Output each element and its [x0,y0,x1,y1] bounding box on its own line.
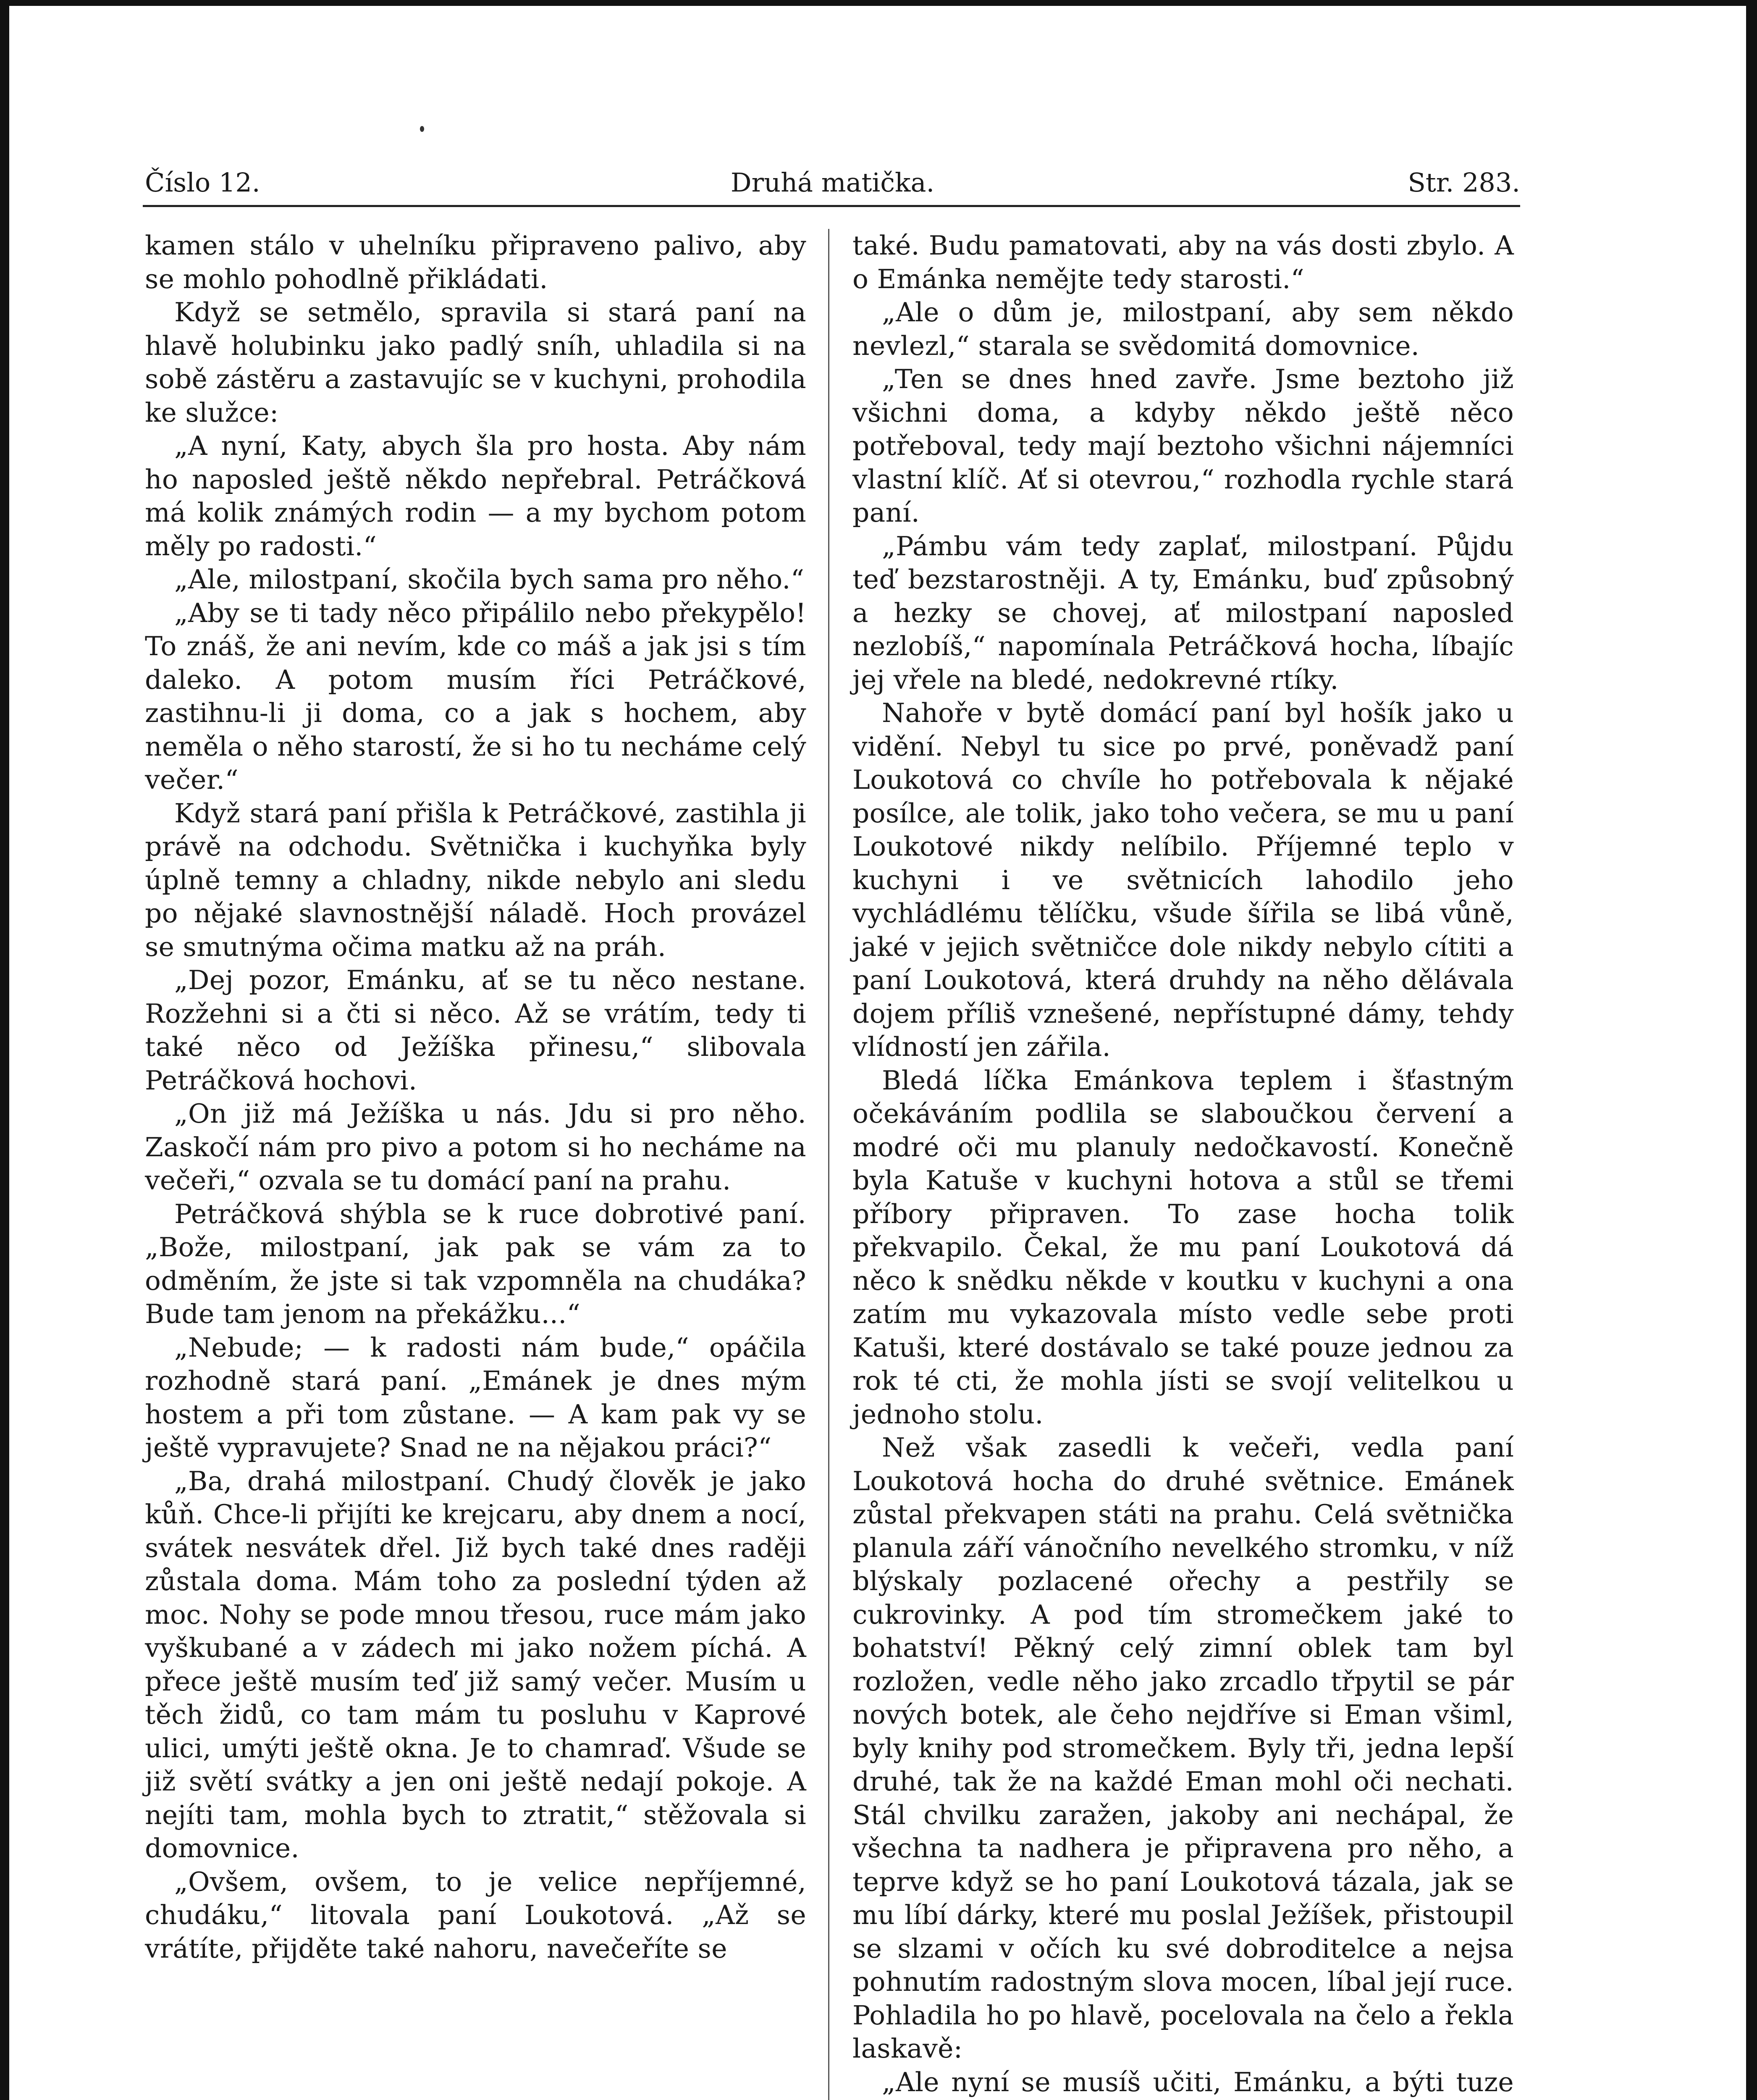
left-column [145,229,806,2100]
paragraph: „On již má Ježíška u nás. Jdu si pro něho. Zaskočí nám pro pivo a potom si ho necháme na večeři,“ ozvala se tu domácí paní na prahu. [145,1098,806,1196]
scan-speck [420,126,424,132]
paragraph: Když stará paní přišla k Petráčkové, zastihla ji právě na odchodu. Světnička i kuchyňka byly úplně temny a chladny, nikde nebylo ani sledu po nějaké slavnostnější náladě. Hoch provázel se smutnýma očima matku až na práh. [145,798,806,962]
running-head [145,166,1520,200]
paragraph: Petráčková shýbla se k ruce dobrotivé paní. „Bože, milostpaní, jak pak se vám za to odměním, že jste si tak vzpomněla na chudáka? Bude tam jenom na překážku...“ [145,1198,806,1329]
paragraph: „Pámbu vám tedy zaplať, milostpaní. Půjdu teď bezstarostněji. A ty, Emánku, buď způsobný a hezky se chovej, ať milostpaní naposled nezlobíš,“ napomínala Petráčková hocha, líbajíc jej vřele na bledé, nedokrevné rtíky. [852,530,1514,695]
paragraph: Bledá líčka Emánkova teplem i šťastným očekáváním podlila se slaboučkou červení a modré oči mu planuly nedočkavostí. Konečně byla Katuše v kuchyni hotova a stůl se třemi příbory připraven. To zase hocha tolik překvapilo. Čekal, že mu paní Loukotová dá něco k snědku někde v koutku v kuchyni a ona zatím mu vykazovala místo vedle sebe proti Katuši, které dostávalo se také pouze jednou za rok té cti, že mohla jísti se svojí velitelkou u jednoho stolu. [852,1065,1514,1430]
paragraph: „Ten se dnes hned zavře. Jsme beztoho již všichni doma, a kdyby někdo ještě něco potřeboval, tedy mají beztoho všichni nájemníci vlastní klíč. Ať si otevrou,“ rozhodla rychle stará paní. [852,364,1514,528]
column-divider [828,229,829,2100]
scan-edge-right [1746,0,1757,2100]
paragraph: „Ba, drahá milostpaní. Chudý člověk je jako kůň. Chce-li přijíti ke krejcaru, aby dnem a nocí, svátek nesvátek dřel. Již bych také dnes raději zůstala doma. Mám toho za poslední týden až moc. Nohy se pode mnou třesou, ruce mám jako vyškubané a v zádech mi jako nožem píchá. A přece ještě musím teď již samý večer. Musím u těch židů, co tam mám tu posluhu v Kaprové ulici, umýti ještě okna. Je to chamraď. Všude se již světí svátky a jen oni ještě nedají pokoje. A nejíti tam, mohla bych to ztratit,“ stěžovala si domovnice. [145,1465,806,1864]
paragraph: „Ale nyní se musíš učiti, Emánku, a býti tuze [882,2066,1514,2097]
paragraph: také. Budu pamatovati, aby na vás dosti zbylo. A o Emánka nemějte tedy starosti.“ [852,230,1514,294]
paragraph: Než však zasedli k večeři, vedla paní Loukotová hocha do druhé světnice. Emánek zůstal překvapen státi na prahu. Celá světnička planula září vánočního nevelkého stromku, v níž blýskaly pozlacené ořechy a pestřily se cukrovinky. A pod tím stromečkem jaké to bohatství! Pěkný celý zimní oblek tam byl rozložen, vedle něho jako zrcadlo třpytil se pár nových botek, ale čeho nejdříve si Eman všiml, byly knihy pod stromečkem. Byly tři, jedna lepší druhé, tak že na každé Eman mohl oči nechati. Stál chvilku zaražen, jakoby ani nechápal, že všechna ta nadhera je připravena pro něho, a teprve když se ho paní Loukotová tázala, jak se mu líbí dárky, které mu poslal Ježíšek, přistoupil se slzami v očích ku své dobroditelce a nejsa pohnutím radostným slova mocen, líbal její ruce. Pohladila ho po hlavě, pocelovala na čelo a řekla laskavě: [852,1432,1514,2064]
paragraph: „Ale, milostpaní, skočila bych sama pro něho.“ [174,564,805,595]
header-rule [143,205,1520,207]
journal-title: Druhá matička. [730,167,935,198]
scan-edge-left [0,0,9,2100]
paragraph: kamen stálo v uhelníku připraveno palivo, aby se mohlo pohodlně přikládati. [145,230,806,294]
right-column [852,229,1514,2100]
paragraph: „Ovšem, ovšem, to je velice nepříjemné, chudáku,“ litovala paní Loukotová. „Až se vrátíte, přijděte také nahoru, navečeříte se [145,1866,806,1964]
paragraph: Nahoře v bytě domácí paní byl hošík jako u vidění. Nebyl tu sice po prvé, poněvadž paní Loukotová co chvíle ho potřebovala k nějaké posílce, ale tolik, jako toho večera, se mu u paní Loukotové nikdy nelíbilo. Příjemné teplo v kuchyni i ve světnicích lahodilo jeho vychládlému tělíčku, všude šířila se libá vůně, jaké v jejich světničce dole nikdy nebylo cítiti a paní Loukotová, která druhdy na něho dělávala dojem příliš vznešené, nepřístupné dámy, tehdy vlídností jen zářila. [852,698,1514,1062]
paragraph: „Ale o dům je, milostpaní, aby sem někdo nevlezl,“ starala se svědomitá domovnice. [852,297,1514,361]
page-number: Str. 283. [1408,167,1520,198]
paragraph: „Dej pozor, Emánku, ať se tu něco nestane. Rozžehni si a čti si něco. Až se vrátím, tedy ti také něco od Ježíška přinesu,“ slibovala Petráčková hochovi. [145,965,806,1096]
paragraph: „A nyní, Katy, abych šla pro hosta. Aby nám ho naposled ještě někdo nepřebral. Petráčková má kolik známých rodin — a my bychom potom měly po radosti.“ [145,430,806,562]
paragraph: Když se setmělo, spravila si stará paní na hlavě holubinku jako padlý sníh, uhladila si na sobě zástěru a zastavujíc se v kuchyni, prohodila ke služce: [145,297,806,428]
paragraph: „Aby se ti tady něco připálilo nebo překypělo! To znáš, že ani nevím, kde co máš a jak jsi s tím daleko. A potom musím říci Petráčkové, zastihnu-li ji doma, co a jak s hochem, aby neměla o něho starostí, že si ho tu necháme celý večer.“ [145,597,806,795]
issue-number: Číslo 12. [145,167,260,198]
scan-edge-top [0,0,1757,6]
paragraph: „Nebude; — k radosti nám bude,“ opáčila rozhodně stará paní. „Emánek je dnes mým hostem a při tom zůstane. — A kam pak vy se ještě vypravujete? Snad ne na nějakou práci?“ [145,1332,806,1463]
